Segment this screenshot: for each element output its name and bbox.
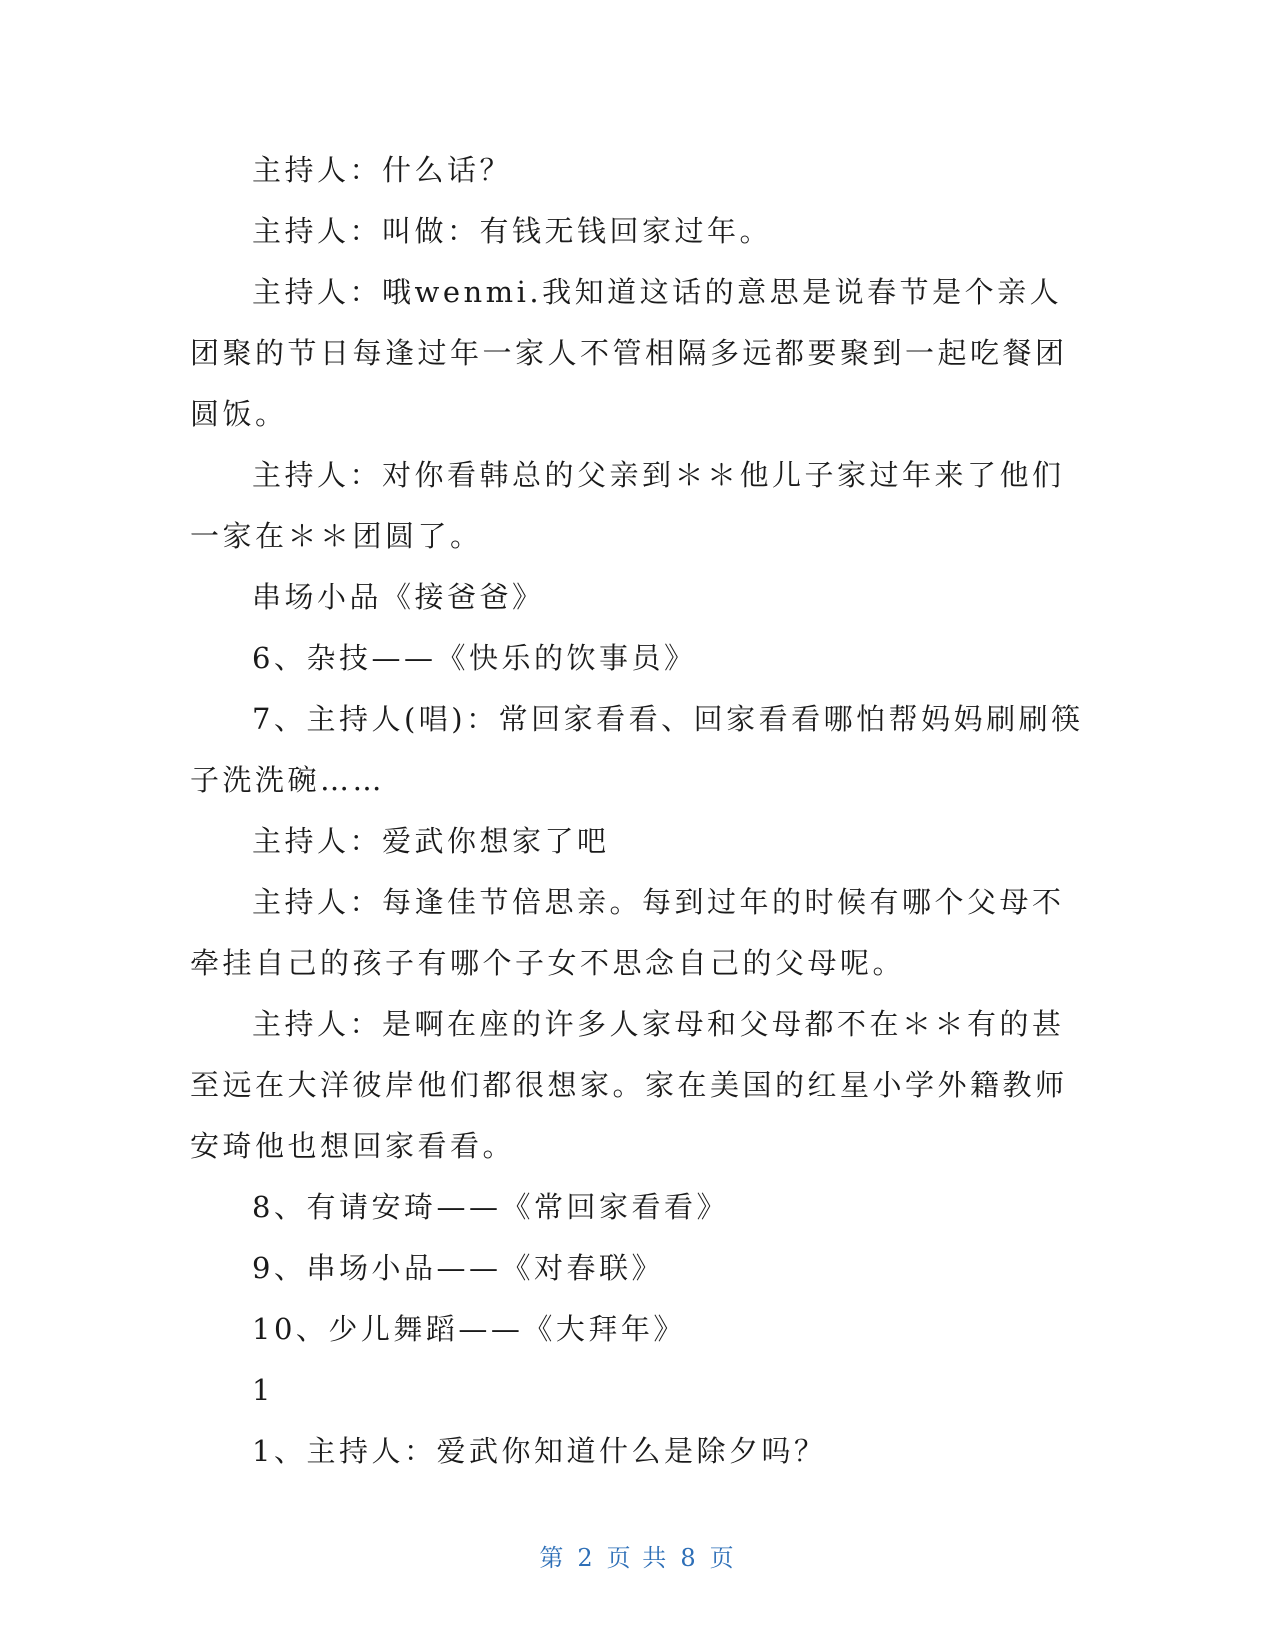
paragraph: 主持人：什么话？: [252, 153, 513, 187]
paragraph: 主持人：对你看韩总的父亲到＊＊他儿子家过年来了他们一家在＊＊团圆了。: [190, 458, 1065, 553]
paragraph: 主持人：爱武你想家了吧: [252, 824, 610, 858]
page-footer: [0, 1538, 1275, 1573]
paragraph: 主持人：是啊在座的许多人家母和父母都不在＊＊有的甚至远在大洋彼岸他们都很想家。家在美国的红星小学外籍教师安琦他也想回家看看。: [190, 1007, 1068, 1163]
paragraph: 主持人：每逢佳节倍思亲。每到过年的时候有哪个父母不牵挂自己的孩子有哪个子女不思念自己的父母呢。: [190, 885, 1065, 980]
paragraph: 10、少儿舞蹈——《大拜年》: [252, 1312, 686, 1346]
document-body: [190, 140, 1090, 1482]
footer-suffix: 页: [709, 1544, 736, 1572]
paragraph: 串场小品《接爸爸》: [252, 580, 545, 614]
footer-prefix: 第: [539, 1544, 566, 1572]
paragraph: 8、有请安琦——《常回家看看》: [252, 1190, 729, 1224]
paragraph: 主持人：哦wenmi.我知道这话的意思是说春节是个亲人团聚的节日每逢过年一家人不管相隔多远都要聚到一起吃餐团圆饭。: [190, 275, 1068, 431]
footer-page-number: 2: [577, 1544, 595, 1572]
paragraph: 7、主持人(唱)：常回家看看、回家看看哪怕帮妈妈刷刷筷子洗洗碗……: [190, 702, 1084, 797]
paragraph: 1: [252, 1373, 274, 1407]
footer-total-pages: 8: [680, 1544, 698, 1572]
paragraph: 主持人：叫做：有钱无钱回家过年。: [252, 214, 773, 248]
footer-middle: 页 共: [606, 1544, 669, 1572]
paragraph: 9、串场小品——《对春联》: [252, 1251, 664, 1285]
paragraph: 6、杂技——《快乐的饮事员》: [252, 641, 697, 675]
paragraph: 1、主持人：爱武你知道什么是除夕吗？: [252, 1434, 827, 1468]
